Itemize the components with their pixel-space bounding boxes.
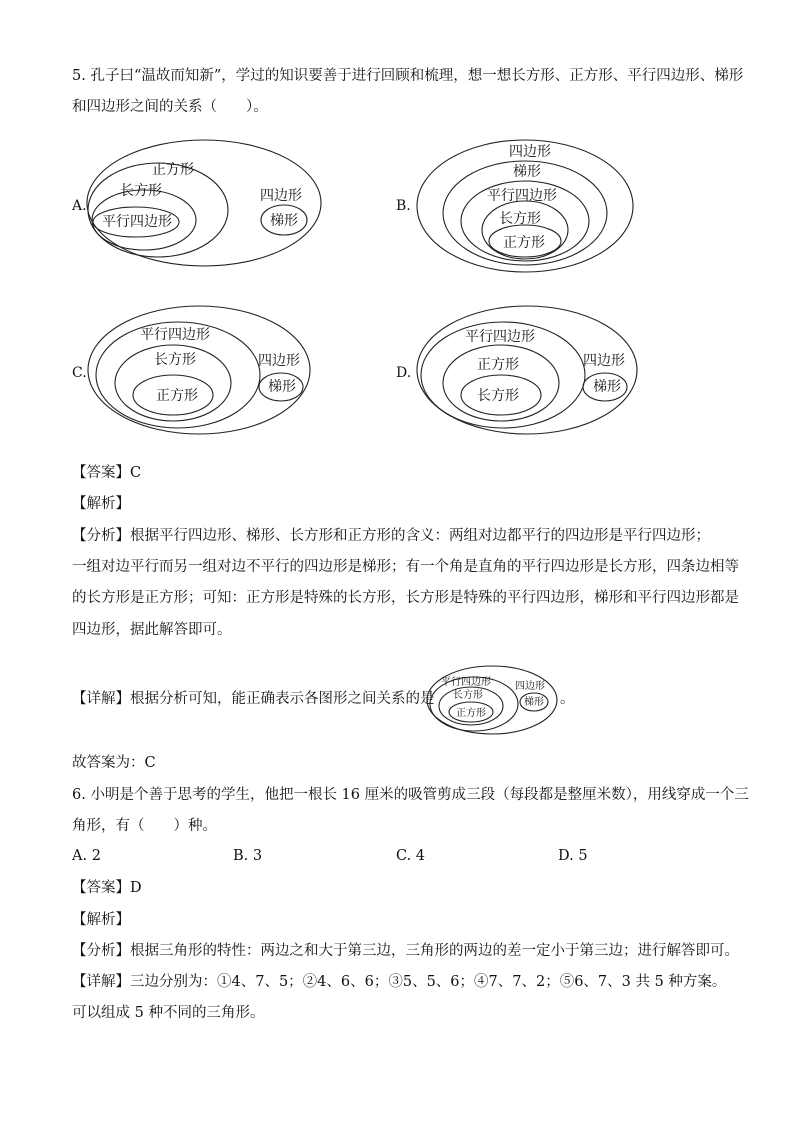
q6-option-a: A. 2 <box>72 848 101 864</box>
q6-fenxi: 【分析】根据三角形的特性：两边之和大于第三边，三角形的两边的差一定小于第三边；进行解答即可。 <box>72 943 739 959</box>
q6-stem-line1: 6. 小明是个善于思考的学生，他把一根长 16 厘米的吸管剪成三段（每段都是整厘米数），用线穿成一个三 <box>72 787 749 803</box>
label-trapezoid: 梯形 <box>268 379 296 395</box>
q5-xiangjie-end: 。 <box>560 691 575 707</box>
q6-xiangjie: 【详解】三边分别为：①4、7、5；②4、6、6；③5、5、6；④7、7、2；⑤6、7、3 共 5 种方案。 <box>72 974 727 990</box>
q6-option-b: B. 3 <box>233 848 263 864</box>
fig-square: 正方形 <box>456 708 486 719</box>
label-parallelogram: 平行四边形 <box>465 329 535 345</box>
label-trapezoid: 梯形 <box>270 213 298 229</box>
q6-option-d: D. 5 <box>558 848 588 864</box>
q5-final-answer: 故答案为：C <box>72 755 156 771</box>
label-quadrilateral: 四边形 <box>583 353 625 369</box>
option-a-label: A. <box>72 198 87 214</box>
label-square: 正方形 <box>152 162 194 178</box>
label-quadrilateral: 四边形 <box>260 188 302 204</box>
label-rectangle: 长方形 <box>154 352 196 368</box>
fig-trapezoid: 梯形 <box>524 697 544 708</box>
q5-jiexi-tag: 【解析】 <box>72 496 130 512</box>
q5-xiangjie: 【详解】根据分析可知，能正确表示各图形之间关系的是 <box>72 691 435 707</box>
label-rectangle: 长方形 <box>477 388 519 404</box>
fig-rectangle: 长方形 <box>453 690 483 701</box>
option-b-diagram <box>415 138 635 278</box>
label-square: 正方形 <box>156 388 198 404</box>
q6-stem-line2: 角形，有（ ）种。 <box>72 818 217 834</box>
label-parallelogram: 平行四边形 <box>487 188 557 204</box>
label-square: 正方形 <box>477 357 519 373</box>
answer-tag: 【答案】 <box>72 465 130 481</box>
label-square: 正方形 <box>503 235 545 251</box>
q5-stem-line2: 和四边形之间的关系（ ）。 <box>72 99 268 115</box>
q5-fenxi-3: 的长方形是正方形；可知：正方形是特殊的长方形，长方形是特殊的平行四边形，梯形和平行四边形都是 <box>72 590 739 606</box>
label-parallelogram: 平行四边形 <box>102 214 172 230</box>
label-trapezoid: 梯形 <box>593 379 621 395</box>
q5-fenxi-4: 四边形，据此解答即可。 <box>72 622 232 638</box>
q5-answer <box>72 463 141 483</box>
fig-parallelogram: 平行四边形 <box>441 677 491 688</box>
label-trapezoid: 梯形 <box>513 164 541 180</box>
q6-answer: 【答案】D <box>72 880 142 896</box>
option-d-diagram <box>415 303 645 438</box>
fig-quadrilateral: 四边形 <box>515 681 545 692</box>
option-c-label: C. <box>72 365 87 381</box>
label-quadrilateral: 四边形 <box>258 353 300 369</box>
option-c-diagram <box>86 303 316 438</box>
q6-conclusion: 可以组成 5 种不同的三角形。 <box>72 1005 265 1021</box>
q5-fenxi-2: 一组对边平行而另一组对边不平行的四边形是梯形；有一个角是直角的平行四边形是长方形，四条边相等 <box>72 559 739 575</box>
label-parallelogram: 平行四边形 <box>140 327 210 343</box>
q6-jiexi-tag: 【解析】 <box>72 912 130 928</box>
inline-relation-figure <box>425 664 560 736</box>
xiangjie-tag: 【详解】 <box>72 691 130 707</box>
answer-value: C <box>130 465 142 481</box>
fenxi-tag: 【分析】 <box>72 528 130 544</box>
option-a-diagram <box>86 138 326 268</box>
label-quadrilateral: 四边形 <box>509 144 551 160</box>
q6-option-c: C. 4 <box>396 848 426 864</box>
label-rectangle: 长方形 <box>120 183 162 199</box>
option-d-label: D. <box>396 365 412 381</box>
label-rectangle: 长方形 <box>499 211 541 227</box>
q5-stem-line1: 5. 孔子曰“温故而知新”，学过的知识要善于进行回顾和梳理，想一想长方形、正方形、平行四边形、梯形 <box>72 68 744 84</box>
option-b-label: B. <box>396 198 411 214</box>
q5-fenxi-1: 【分析】根据平行四边形、梯形、长方形和正方形的含义：两组对边都平行的四边形是平行四边形； <box>72 528 710 544</box>
